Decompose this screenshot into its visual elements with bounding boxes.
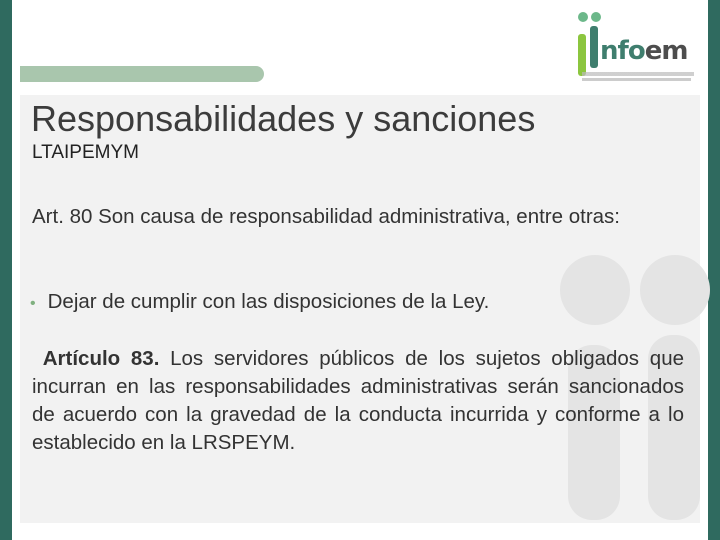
bullet-item <box>30 290 690 314</box>
article-83-paragraph <box>32 345 684 457</box>
bullet-text: Dejar de cumplir con las disposiciones de la Ley. <box>47 290 490 313</box>
slide-subtitle: LTAIPEMYM <box>32 142 139 163</box>
left-frame-border <box>0 0 12 540</box>
header-accent-bar <box>20 66 264 82</box>
slide-title: Responsabilidades y sanciones <box>31 98 536 139</box>
logo-wordmark: nfoem <box>600 36 688 66</box>
article-83-label: Artículo 83. <box>42 347 160 370</box>
logo-tagline <box>582 72 700 81</box>
article-80-text: Son causa de responsabilidad administrativa, entre otras: <box>92 205 620 228</box>
infoem-logo <box>574 8 699 84</box>
bullet-icon: • <box>30 295 36 312</box>
article-80-label: Art. 80 <box>32 205 93 228</box>
article-80-paragraph <box>32 203 684 231</box>
article-83-text: Los servidores públicos de los sujetos obligados que incurran en las responsabilidades administrativas serán sancionados de acuerdo con la gravedad de la conducta incurrida y conforme a lo establecido en la LRSPEYM. <box>32 347 684 454</box>
